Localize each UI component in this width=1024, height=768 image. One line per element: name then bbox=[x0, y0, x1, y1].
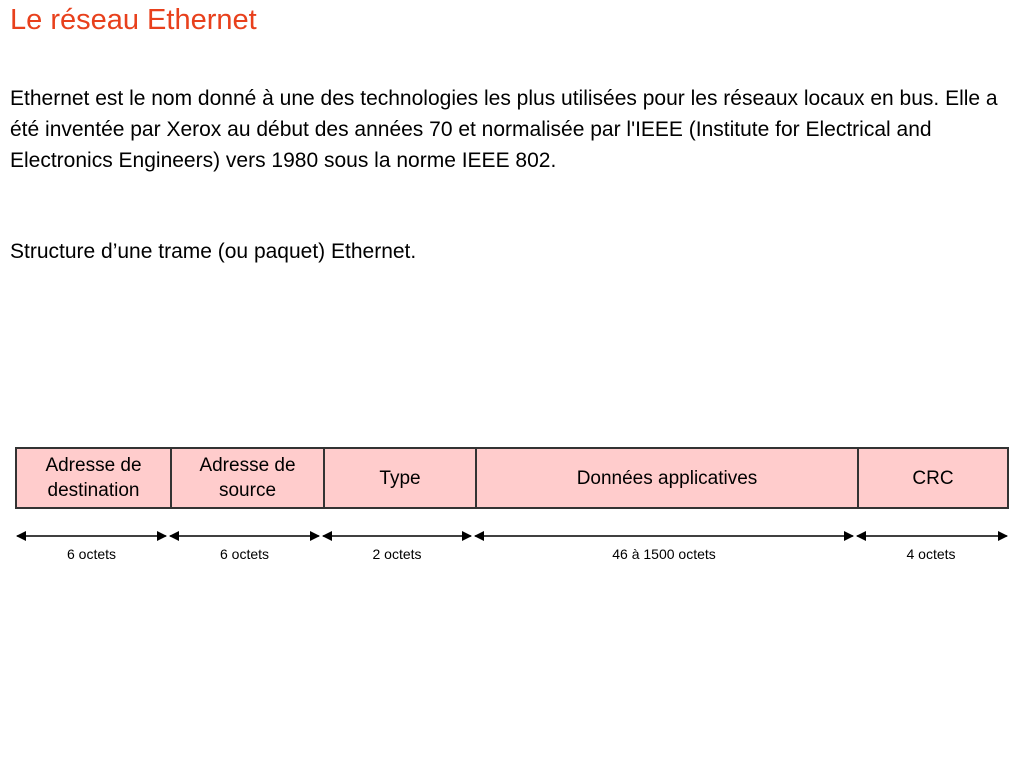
field-type: Type bbox=[323, 449, 475, 507]
size-label-type: 2 octets bbox=[372, 546, 422, 562]
intro-paragraph: Ethernet est le nom donné à une des technologies les plus utilisées pour les réseaux locaux en bus. Elle a été inventée par Xerox au début des années 70 et normalisée par l'IEEE (Institute for Electrical and Electronics Engineers) vers 1980 sous la norme IEEE 802. bbox=[10, 87, 998, 172]
field-source-address: Adresse de source bbox=[170, 449, 323, 507]
ethernet-frame-diagram bbox=[15, 447, 1009, 509]
field-crc: CRC bbox=[857, 449, 1007, 507]
size-label-payload: 46 à 1500 octets bbox=[612, 546, 716, 562]
slide-title: Le réseau Ethernet bbox=[10, 4, 257, 36]
size-label-source: 6 octets bbox=[219, 546, 270, 562]
field-payload: Données applicatives bbox=[475, 449, 857, 507]
size-label-crc: 4 octets bbox=[906, 546, 956, 562]
field-destination-address: Adresse de destination bbox=[17, 449, 170, 507]
frame-structure-heading: Structure d’une trame (ou paquet) Ethernet. bbox=[10, 240, 417, 263]
size-label-destination: 6 octets bbox=[66, 546, 117, 562]
